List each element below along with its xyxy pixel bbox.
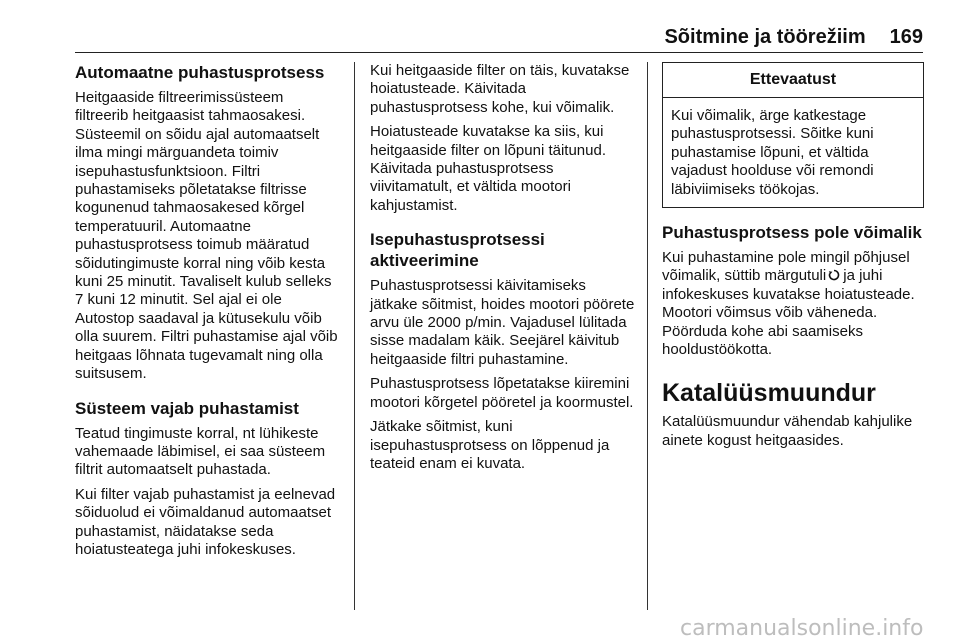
heading-automatic-cleaning: Automaatne puhastusprotsess — [75, 63, 325, 82]
paragraph-continue-driving: Jätkake sõitmist, kuni isepuhastusprotsess on lõppenud ja teateid enam ei kuvata. — [370, 418, 610, 472]
np-text-after: ja juhi infokeskuses kuvatakse hoiatusteade. Mootori võimsus võib väheneda. Pöörduda kohe abi saamiseks hooldustöökotta. — [662, 267, 915, 359]
paragraph-system-2: Kui filter vajab puhastamist ja eelnevad sõiduolud ei võimaldanud automaatset puhastamist, näidatakse seda hoiatusteatega juhi infokeskuses. — [75, 485, 336, 558]
column-divider-1 — [354, 62, 355, 610]
np-text-before: Kui puhastamine pole mingil põhjusel võimalik, süttib märgutuli — [662, 249, 910, 285]
heading-catalytic-converter: Katalüüsmuundur — [662, 379, 876, 408]
paragraph-system-1: Teatud tingimuste korral, nt lühikeste vahemaade läbimisel, ei saa süsteem filtrit automaatselt puhastada. — [75, 424, 326, 479]
paragraph-automatic-cleaning: Heitgaaside filtreerimissüsteem filtreerib heitgaasist tahmaosakesi. Süsteemil on sõidu ajal automaatselt ilma mingi märguandeta toimiv isepuhastusfunktsioon. Filtri puhastamiseks põletatakse filtrisse kogunenud tahmaosakesed kõrgel temperatuuril. Automaatne puhastusprotsess toimub määratud sõidutingimuste korral ning võib kesta kuni 25 minutit. Tavaliselt kulub selleks 7 kuni 12 minutit. Sel ajal ei ole Autostop saadaval ja kütusekulu võib olla suurem. Filtri puhastamise ajal võib heitgaas lõhnata tugevamalt ning olla suitsusem. — [75, 89, 338, 383]
caution-title: Ettevaatust — [663, 63, 923, 98]
caution-text: Kui võimalik, ärge katkestage puhastusprotsessi. Sõitke kuni puhastamise lõpuni, et vältida vajadust hoolduse või remondi läbiviimiseks töökojas. — [671, 107, 874, 198]
paragraph-catalytic-converter: Katalüüsmuundur vähendab kahjulike ainete kogust heitgaasides. — [662, 413, 913, 449]
page-header — [75, 28, 923, 53]
column-2 — [370, 62, 635, 479]
column-3 — [662, 62, 924, 456]
paragraph-start-cleaning: Puhastusprotsessi käivitamiseks jätkake sõitmist, hoides mootori pöörete arvu üle 2000 p/min. Vajadusel lülitada sisse madalam käik. Seejärel käivitub heitgaaside filtri puhastamine. — [370, 277, 635, 368]
column-1 — [75, 62, 340, 565]
paragraph-faster-cleaning: Puhastusprotsess lõpetatakse kiiremini mootori kõrgetel pööretel ja koormustel. — [370, 375, 634, 411]
caution-box — [662, 62, 924, 208]
paragraph-cleaning-not-possible — [662, 249, 924, 359]
heading-activate-self-cleaning: Isepuhastusprotsessi aktiveerimine — [370, 230, 545, 271]
paragraph-filter-full: Kui heitgaaside filter on täis, kuvatakse hoiatusteade. Käivitada puhastusprotsess kohe, kui võimalik. — [370, 62, 630, 116]
heading-cleaning-not-possible: Puhastusprotsess pole võimalik — [662, 223, 922, 243]
paragraph-filter-completely-full: Hoiatusteade kuvatakse ka siis, kui heitgaaside filter on lõpuni täitunud. Käivitada puhastusprotsess viivitamatult, et vältida mootori kahjustamist. — [370, 123, 607, 214]
page-number: 169 — [889, 26, 923, 48]
column-divider-2 — [647, 62, 648, 610]
engine-warning-icon — [828, 268, 840, 280]
watermark: carmanualsonline.info — [680, 616, 924, 641]
section-title: Sõitmine ja töörežiim — [664, 26, 866, 48]
heading-system-needs-cleaning: Süsteem vajab puhastamist — [75, 398, 299, 418]
